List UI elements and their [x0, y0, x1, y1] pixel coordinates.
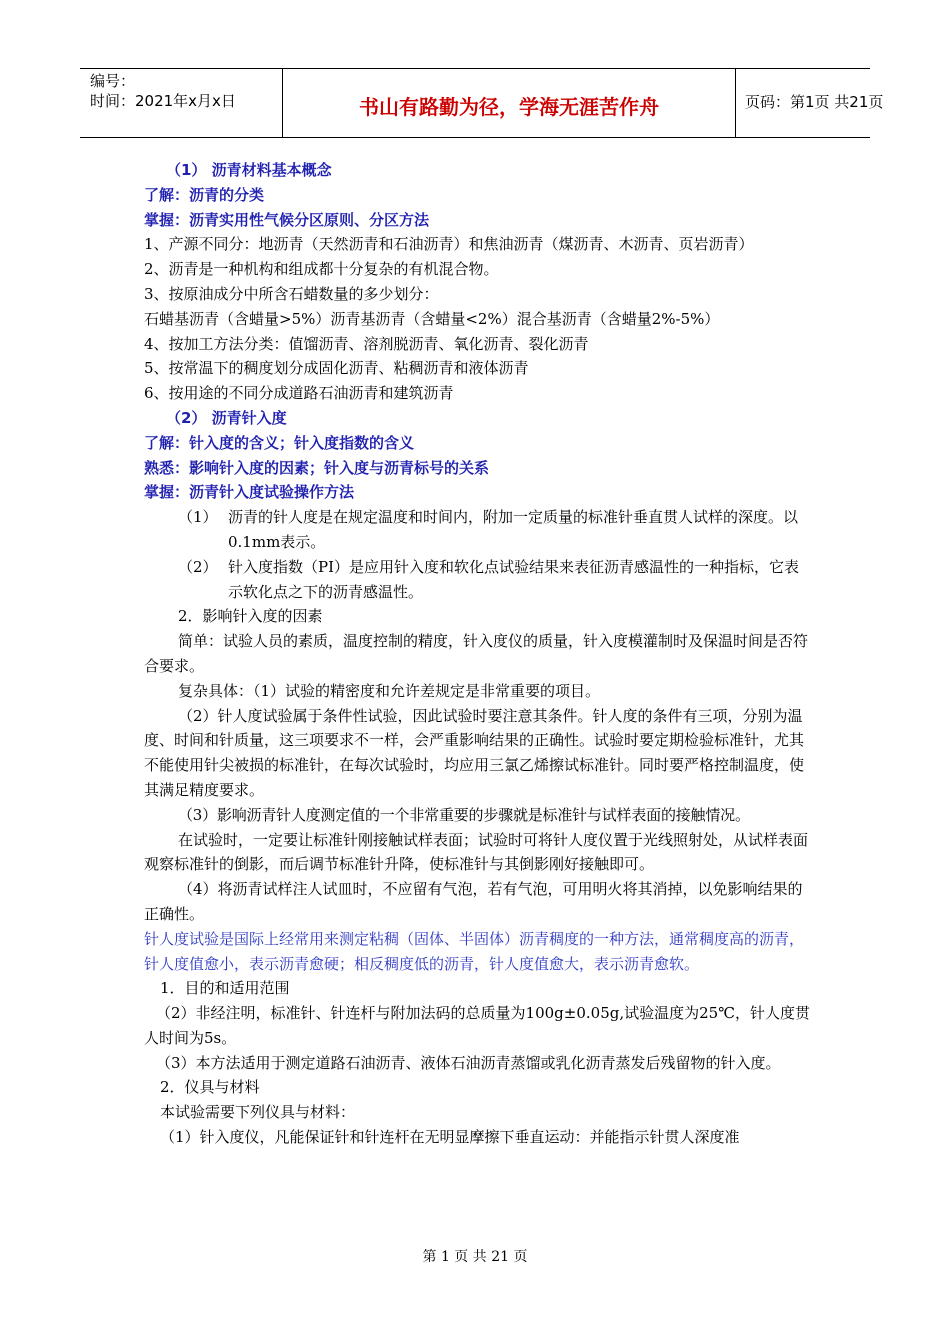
learning-goal: 了解：针入度的含义；针入度指数的含义	[144, 433, 415, 452]
paragraph: 5、按常温下的稠度划分成固化沥青、粘稠沥青和液体沥青	[144, 359, 529, 378]
highlight-paragraph: 针人度试验是国际上经常用来测定粘稠（固体、半固体）沥青稠度的一种方法，通常稠度高的沥青，针人度值愈小，表示沥青愈硬；相反稠度低的沥青，针人度值愈大，表示沥青愈软。	[144, 929, 805, 973]
page-count: 页码：第1页 共21页	[745, 93, 884, 111]
paragraph: 石蜡基沥青（含蜡量>5%）沥青基沥青（含蜡量<2%）混合基沥青（含蜡量2%-5%）	[144, 309, 720, 328]
numbered-item	[144, 555, 814, 605]
header-table	[80, 68, 884, 138]
paragraph: 在试验时，一定要让标准针刚接触试样表面；试验时可将针人度仪置于光线照射处，从试样表面观察标准针的倒影，而后调节标准针升降，使标准针与其倒影刚好接触即可。	[144, 830, 809, 874]
subsection-heading: 2．仪具与材料	[160, 1078, 260, 1097]
doc-date: 时间：2021年x月x日	[90, 92, 236, 110]
document-body	[144, 158, 814, 1150]
paragraph: 复杂具体：（1）试验的精密度和允许差规定是非常重要的项目。	[178, 681, 601, 700]
motto-text: 书山有路勤为径，学海无涯苦作舟	[359, 95, 659, 119]
learning-goal: 熟悉：影响针入度的因素；针入度与沥青标号的关系	[144, 458, 490, 477]
learning-goal: 掌握：沥青针入度试验操作方法	[144, 483, 355, 502]
item-number: （1）	[178, 508, 218, 527]
paragraph: （3）本方法适用于测定道路石油沥青、液体石油沥青蒸馏或乳化沥青蒸发后残留物的针入度。	[156, 1053, 781, 1072]
paragraph: 简单：试验人员的素质，温度控制的精度，针入度仪的质量，针入度模灌制时及保温时间是否符合要求。	[144, 632, 809, 675]
learning-goal: 了解：沥青的分类	[144, 185, 265, 204]
header-motto-cell	[282, 69, 736, 137]
page-footer: 第 1 页 共 21 页	[422, 1249, 528, 1265]
paragraph: 本试验需要下列仪具与材料：	[160, 1103, 356, 1122]
header-meta-cell	[80, 69, 282, 137]
paragraph: 2、沥青是一种机构和组成都十分复杂的有机混合物。	[144, 260, 499, 279]
item-text: 沥青的针人度是在规定温度和时间内，附加一定质量的标准针垂直贯人试样的深度。以0.1mm表示。	[228, 508, 799, 551]
header-page-cell	[735, 69, 884, 137]
paragraph: （2）针人度试验属于条件性试验，因此试验时要注意其条件。针人度的条件有三项，分别为温度、时间和针质量，这三项要求不一样，会严重影响结果的正确性。试验时要定期检验标准针，尤其不能使用针尖被损的标准针，在每次试验时，均应用三氯乙烯擦试标准针。同时要严格控制温度，使其满足精度要求。	[144, 706, 805, 799]
doc-number-label: 编号：	[90, 72, 136, 90]
item-text: 针入度指数（PI）是应用针入度和软化点试验结果来表征沥青感温性的一种指标，它表示软化点之下的沥青感温性。	[228, 557, 800, 601]
paragraph: 6、按用途的不同分成道路石油沥青和建筑沥青	[144, 384, 454, 403]
section-heading-1: （1） 沥青材料基本概念	[166, 161, 332, 179]
paragraph: （1）针入度仪，凡能保证针和针连杆在无明显摩擦下垂直运动：并能指示针贯人深度准	[160, 1128, 740, 1147]
numbered-item	[144, 505, 814, 555]
subsection-heading: 1．目的和适用范围	[160, 979, 290, 998]
learning-goal: 掌握：沥青实用性气候分区原则、分区方法	[144, 210, 430, 229]
paragraph: （2）非经注明，标准针、针连杆与附加法码的总质量为100g±0.05g,试验温度为25℃，针人度贯人时间为5s。	[144, 1004, 810, 1047]
item-number: （2）	[178, 557, 218, 576]
subsection-heading: 2．影响针入度的因素	[178, 607, 323, 626]
paragraph: 1、产源不同分：地沥青（天然沥青和石油沥青）和焦油沥青（煤沥青、木沥青、页岩沥青）	[144, 235, 754, 254]
section-heading-2: （2） 沥青针入度	[166, 408, 287, 427]
paragraph: （4）将沥青试样注人试皿时，不应留有气泡，若有气泡，可用明火将其消掉，以免影响结果的正确性。	[144, 880, 803, 923]
paragraph: （3）影响沥青针人度测定值的一个非常重要的步骤就是标准针与试样表面的接触情况。	[178, 805, 750, 824]
paragraph: 3、按原油成分中所含石蜡数量的多少划分：	[144, 284, 439, 303]
paragraph: 4、按加工方法分类：值馏沥青、溶剂脱沥青、氧化沥青、裂化沥青	[144, 334, 589, 353]
